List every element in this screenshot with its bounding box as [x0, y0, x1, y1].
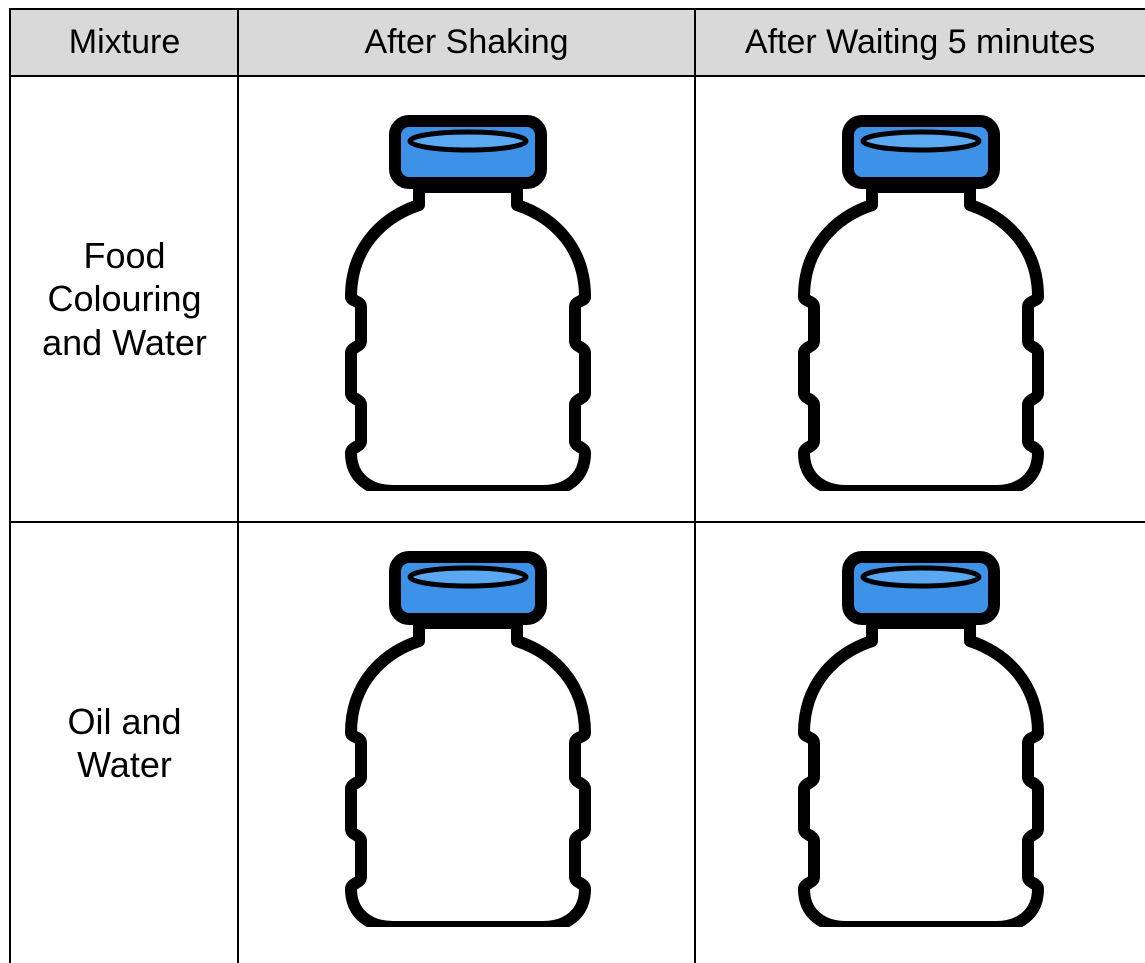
table-divider-col-2 [694, 8, 696, 963]
row-1-after-waiting-cell [697, 77, 1145, 521]
header-mixture: Mixture [11, 10, 238, 75]
row-2-mixture-label: Oil and Water [67, 700, 182, 785]
water-bottle-icon [790, 543, 1052, 927]
water-bottle-icon [790, 107, 1052, 491]
row-1-after-shaking-cell [240, 77, 695, 521]
table-divider-col-1 [237, 8, 239, 963]
row-1-mixture-label: Food Colouring and Water [42, 235, 207, 363]
table-border-left [9, 8, 11, 963]
water-bottle-icon [337, 107, 599, 491]
header-after-waiting: After Waiting 5 minutes [695, 10, 1145, 75]
table-divider-header [9, 75, 1145, 77]
header-after-shaking: After Shaking [238, 10, 695, 75]
table-divider-row [9, 521, 1145, 523]
table-border-top [9, 8, 1145, 10]
row-2-after-shaking-cell [240, 523, 695, 963]
water-bottle-icon [337, 543, 599, 927]
row-2-after-waiting-cell [697, 523, 1145, 963]
